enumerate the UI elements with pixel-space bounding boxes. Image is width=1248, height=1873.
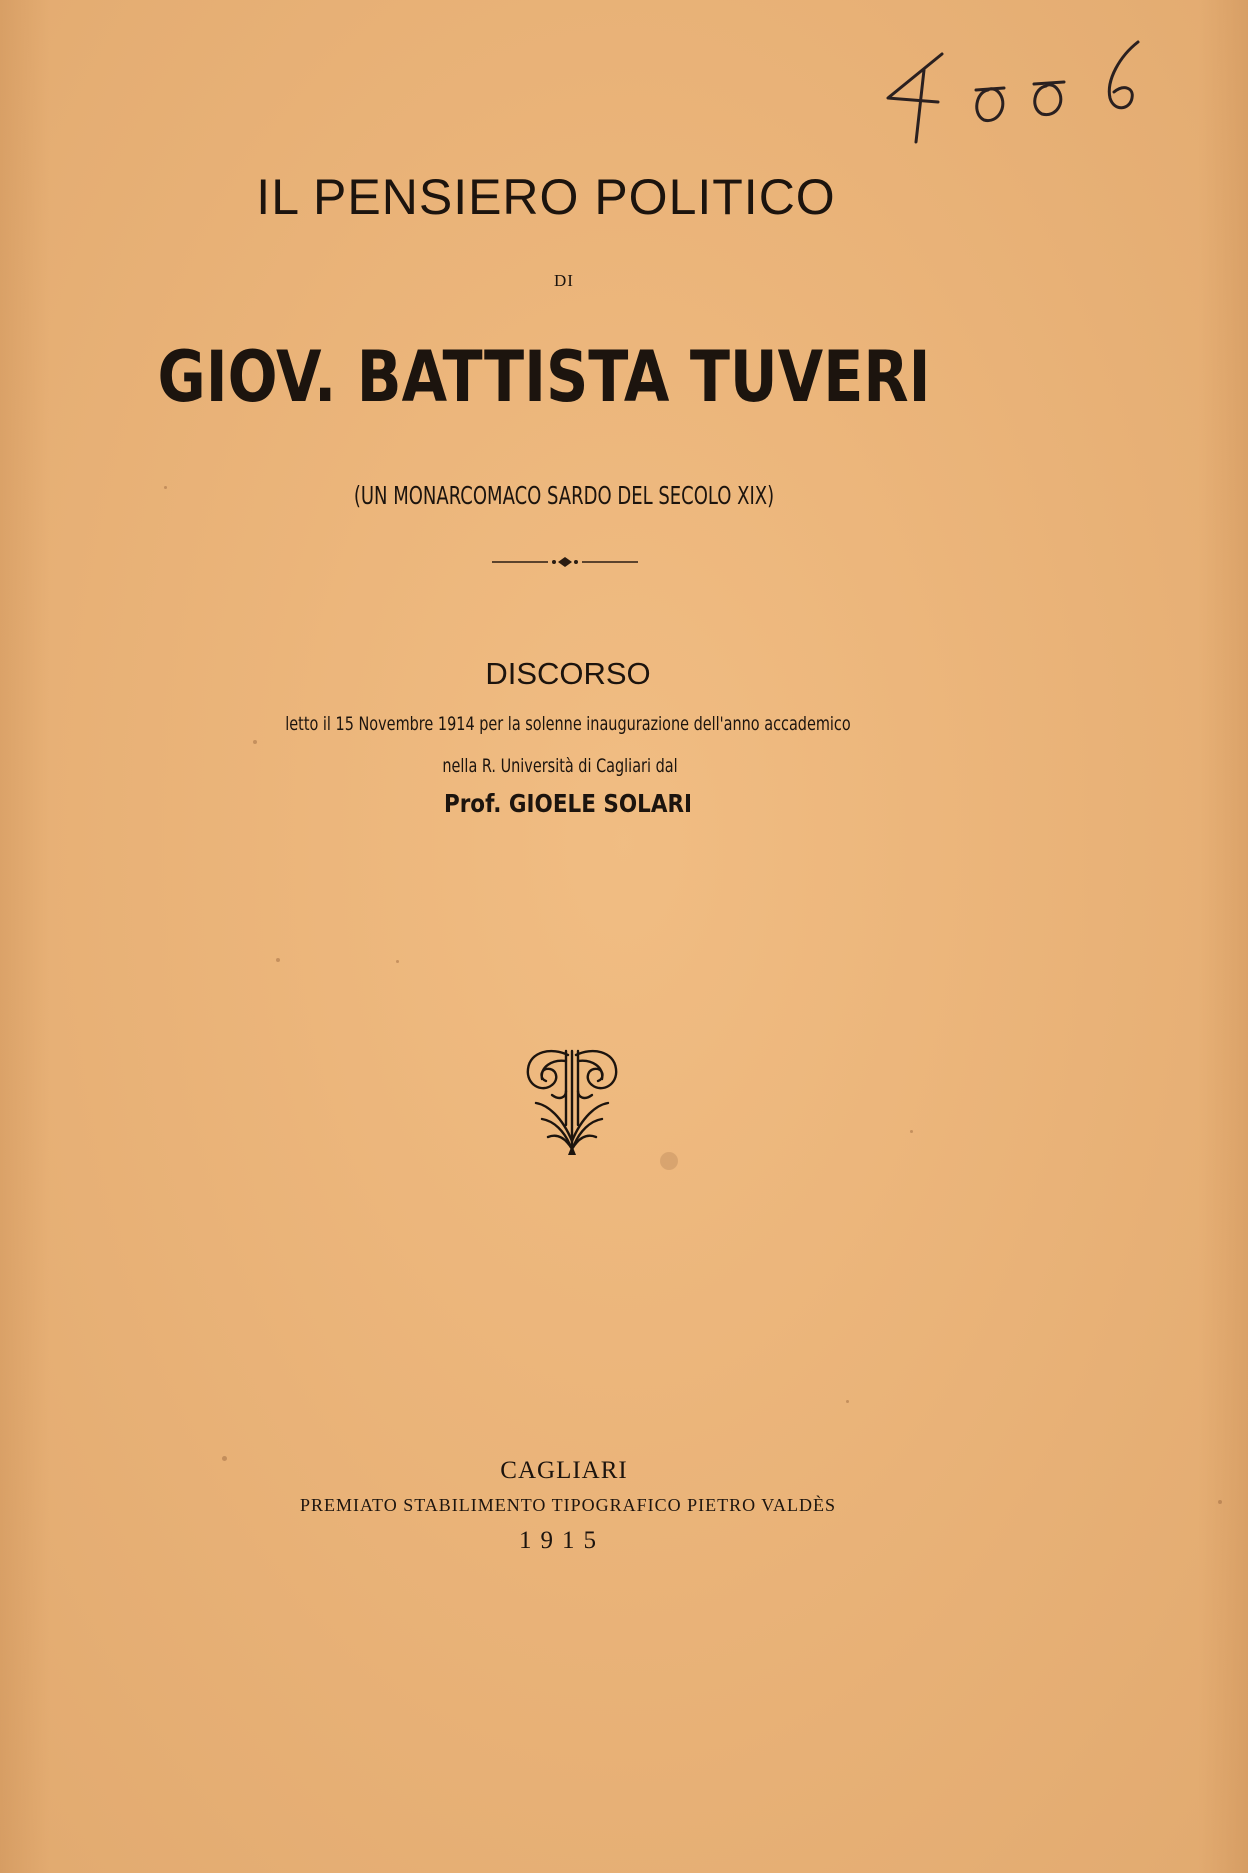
paper-speck — [660, 1152, 678, 1170]
paper-speck — [1218, 1500, 1222, 1504]
subtitle: (UN MONARCOMACO SARDO DEL SECOLO XIX) — [353, 481, 775, 510]
description-line: letto il 15 Novembre 1914 per la solenne inaugurazione dell'anno accademico — [285, 713, 851, 735]
publication-city: CAGLIARI — [500, 1457, 628, 1484]
description-line: nella R. Università di Cagliari dal — [442, 755, 678, 777]
divider-rule — [492, 555, 638, 569]
paper-speck — [396, 960, 399, 963]
handwritten-number — [880, 36, 1170, 146]
paper-speck — [253, 740, 257, 744]
genre-heading: DISCORSO — [485, 656, 651, 691]
paper-speck — [846, 1400, 849, 1403]
paper-speck — [910, 1130, 913, 1133]
printer-name: PREMIATO STABILIMENTO TIPOGRAFICO PIETRO VALDÈS — [300, 1495, 836, 1515]
publication-year: 1915 — [519, 1527, 605, 1554]
printer-ornament-icon — [522, 1045, 622, 1157]
title-line: IL PENSIERO POLITICO — [256, 169, 836, 225]
paper-speck — [276, 958, 280, 962]
main-title: GIOV. BATTISTA TUVERI — [157, 336, 931, 418]
author-name: Prof. GIOELE SOLARI — [443, 789, 693, 818]
title-preposition: DI — [554, 271, 574, 290]
